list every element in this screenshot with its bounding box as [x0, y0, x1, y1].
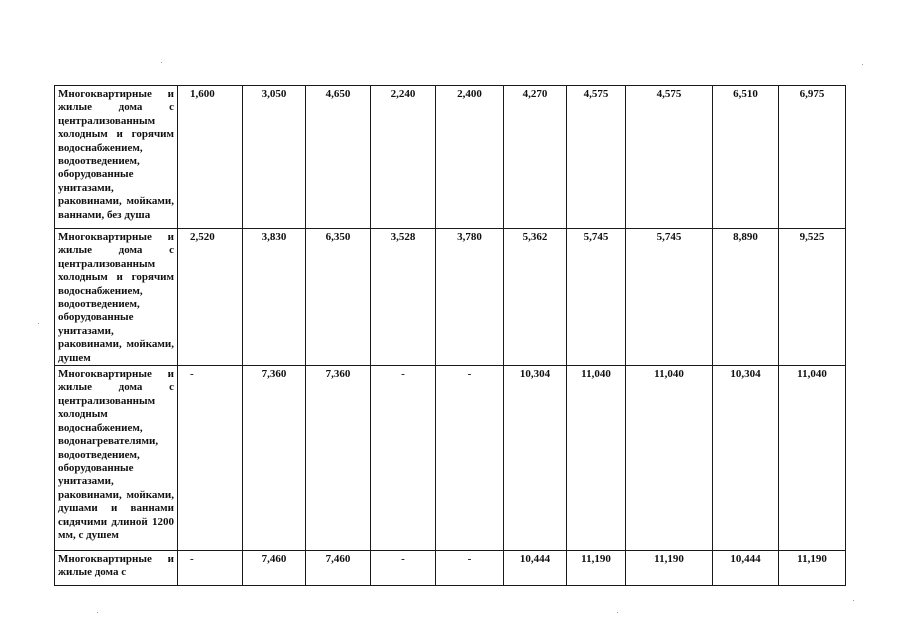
consumption-norms-table	[54, 85, 846, 586]
value-cell: 7,460	[306, 551, 371, 586]
value-cell: 2,240	[371, 86, 436, 229]
value-cell: 7,360	[243, 366, 306, 551]
value-cell: 5,745	[626, 229, 713, 366]
value-cell: -	[436, 551, 504, 586]
value-cell: -	[178, 551, 243, 586]
value-cell: 10,444	[713, 551, 779, 586]
value-cell: 11,190	[779, 551, 846, 586]
value-cell: -	[371, 551, 436, 586]
scan-speck	[97, 612, 98, 613]
value-cell: 4,270	[504, 86, 567, 229]
value-cell: 11,040	[779, 366, 846, 551]
row-description: Многоквартирные и жилые дома с централизованным холодным и горячим водоснабжением, водоотведением, оборудованные унитазами, раковинами, мойками, душем	[55, 229, 178, 366]
value-cell: 11,040	[626, 366, 713, 551]
value-cell: 2,400	[436, 86, 504, 229]
value-cell: 5,745	[567, 229, 626, 366]
row-description: Многоквартирные и жилые дома с централизованным холодным и горячим водоснабжением, водоотведением, оборудованные унитазами, раковинами, мойками, ваннами, без душа	[55, 86, 178, 229]
scan-speck	[853, 600, 854, 601]
value-cell: 10,304	[713, 366, 779, 551]
value-cell: 6,975	[779, 86, 846, 229]
value-cell: 7,360	[306, 366, 371, 551]
value-cell: 6,350	[306, 229, 371, 366]
value-cell: 2,520	[178, 229, 243, 366]
table-row	[55, 229, 846, 366]
table-row	[55, 86, 846, 229]
scan-speck	[617, 612, 618, 613]
table-row	[55, 551, 846, 586]
value-cell: 10,304	[504, 366, 567, 551]
value-cell: 4,575	[626, 86, 713, 229]
row-description: Многоквартирные и жилые дома с централизованным холодным водоснабжением, водонагревателями, водоотведением, оборудованные унитазами, раковинами, мойками, душами и ваннами сидячими длиной 1200 мм, с душем	[55, 366, 178, 551]
value-cell: 3,830	[243, 229, 306, 366]
value-cell: 4,650	[306, 86, 371, 229]
row-description: Многоквартирные и жилые дома с	[55, 551, 178, 586]
scan-speck	[38, 323, 39, 324]
table-row	[55, 366, 846, 551]
value-cell: -	[436, 366, 504, 551]
value-cell: 3,050	[243, 86, 306, 229]
scan-speck	[161, 62, 162, 63]
value-cell: -	[371, 366, 436, 551]
value-cell: 3,528	[371, 229, 436, 366]
value-cell: 10,444	[504, 551, 567, 586]
value-cell: 11,040	[567, 366, 626, 551]
value-cell: 8,890	[713, 229, 779, 366]
value-cell: 5,362	[504, 229, 567, 366]
value-cell: 9,525	[779, 229, 846, 366]
value-cell: 11,190	[626, 551, 713, 586]
value-cell: 11,190	[567, 551, 626, 586]
value-cell: 1,600	[178, 86, 243, 229]
scan-speck	[862, 64, 863, 65]
value-cell: 4,575	[567, 86, 626, 229]
value-cell: 6,510	[713, 86, 779, 229]
value-cell: 3,780	[436, 229, 504, 366]
value-cell: 7,460	[243, 551, 306, 586]
value-cell: -	[178, 366, 243, 551]
